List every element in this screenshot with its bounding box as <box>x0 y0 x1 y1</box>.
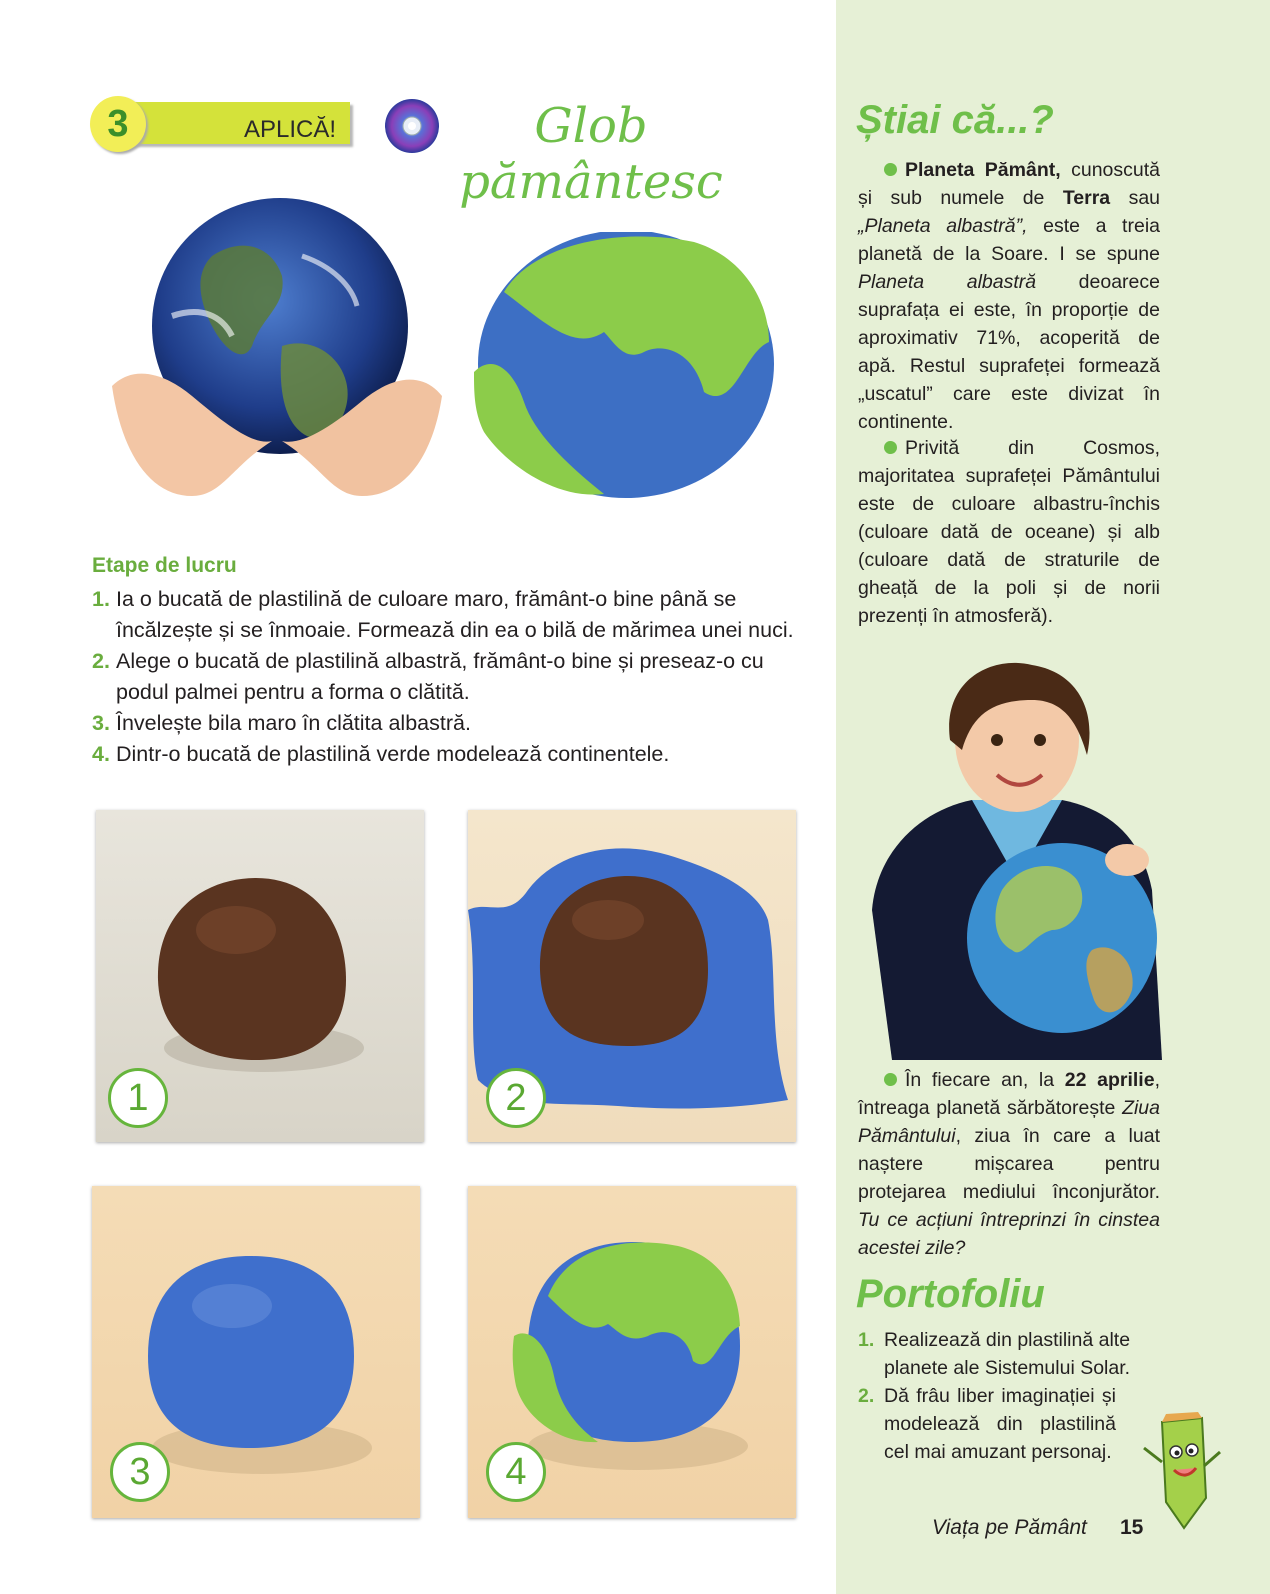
chapter-footer: Viața pe Pământ <box>932 1516 1087 1539</box>
title-line-2: pământesc <box>459 154 723 210</box>
text-bold: Terra <box>1062 187 1111 209</box>
boy-with-globe-photo <box>862 660 1172 1060</box>
text: Privită din Cosmos, majoritatea suprafeței Pământului este de culoare albastru-închis (culoare dată de oceane) și alb (culoare dată de straturile de gheață de la poli și de norii prezenți în atmosferă). <box>858 437 1160 627</box>
step-photo-2 <box>468 810 796 1142</box>
steps-list <box>92 584 812 770</box>
step-number: 3. <box>92 711 110 735</box>
badge-label: APLICĂ! <box>243 116 336 143</box>
did-you-know-paragraph-2 <box>858 434 1160 630</box>
text-bold: Planeta Pământ, <box>905 159 1061 181</box>
text-bold: 22 aprilie <box>1064 1069 1155 1091</box>
page-title <box>446 98 736 210</box>
step-number: 1. <box>92 587 110 611</box>
text-italic: Planeta albastră <box>858 271 1037 293</box>
step-photo-1 <box>96 810 424 1142</box>
step-text: Alege o bucată de plastilină albastră, frământ-o bine și preseaz-o cu podul palmei pentru a forma o clătită. <box>116 649 764 704</box>
step-text: Învelește bila maro în clătita albastră. <box>116 711 471 735</box>
earth-in-hands-photo <box>112 196 442 516</box>
did-you-know-paragraph-3 <box>858 1066 1160 1262</box>
text: sau <box>1110 187 1161 209</box>
list-item <box>92 584 812 646</box>
item-number: 2. <box>858 1385 875 1407</box>
pencil-mascot-icon <box>1140 1412 1224 1532</box>
step-number-badge: 1 <box>108 1068 168 1128</box>
step-photo-3 <box>92 1186 420 1518</box>
bullet-icon <box>884 441 897 454</box>
text: este a treia planetă de la Soare. I se spune <box>858 215 1160 265</box>
step-photo-4 <box>468 1186 796 1518</box>
item-number: 1. <box>858 1329 875 1351</box>
step-number-badge: 3 <box>110 1442 170 1502</box>
text-italic: Ziua Pământului <box>858 1097 1160 1147</box>
step-number: 2. <box>92 649 110 673</box>
text: cunoscută și sub numele de <box>858 159 1161 209</box>
portfolio-title: Portofoliu <box>856 1272 1045 1316</box>
step-number: 4. <box>92 742 110 766</box>
portfolio-list <box>858 1326 1168 1466</box>
step-number-badge: 2 <box>486 1068 546 1128</box>
bullet-icon <box>884 163 897 176</box>
badge-number: 3 <box>90 96 146 152</box>
list-item <box>92 646 812 708</box>
did-you-know-title: Știai că...? <box>856 98 1054 142</box>
item-text: Dă frâu liber imaginației și modelează din plastilină cel mai amuzant personaj. <box>884 1385 1116 1463</box>
plasticine-globe-photo <box>474 232 774 504</box>
step-text: Dintr-o bucată de plastilină verde modelează continentele. <box>116 742 670 766</box>
list-item <box>858 1382 1116 1466</box>
bullet-icon <box>884 1073 897 1086</box>
text-italic: Tu ce acțiuni întreprinzi în cinstea acestei zile? <box>858 1209 1160 1259</box>
badge-bar <box>124 102 350 144</box>
cd-icon <box>384 98 440 154</box>
list-item <box>858 1326 1168 1382</box>
list-item <box>92 708 812 739</box>
list-item <box>92 739 812 770</box>
item-text: Realizează din plastilină alte planete ale Sistemului Solar. <box>884 1329 1131 1379</box>
step-text: Ia o bucată de plastilină de culoare maro, frământ-o bine până se încălzește și se înmoaie. Formează din ea o bilă de mărimea unei nuci. <box>116 587 794 642</box>
text: În fiecare an, la <box>905 1069 1065 1091</box>
text: deoarece suprafața ei este, în proporție de aproximativ 71%, acoperită de apă. Restul suprafeței formează „uscatul” care este divizat în continente. <box>858 271 1160 433</box>
text: , ziua în care a luat naștere mișcarea pentru protejarea mediului înconjurător. <box>858 1125 1160 1203</box>
text: , întreaga planetă sărbătorește <box>858 1069 1160 1119</box>
title-line-1: Glob <box>534 98 648 154</box>
step-number-badge: 4 <box>486 1442 546 1502</box>
text-italic: „Planeta albastră”, <box>858 215 1028 237</box>
page-number: 15 <box>1120 1516 1144 1539</box>
steps-heading: Etape de lucru <box>92 554 237 577</box>
exercise-badge <box>90 96 352 152</box>
did-you-know-paragraph-1 <box>858 156 1160 436</box>
